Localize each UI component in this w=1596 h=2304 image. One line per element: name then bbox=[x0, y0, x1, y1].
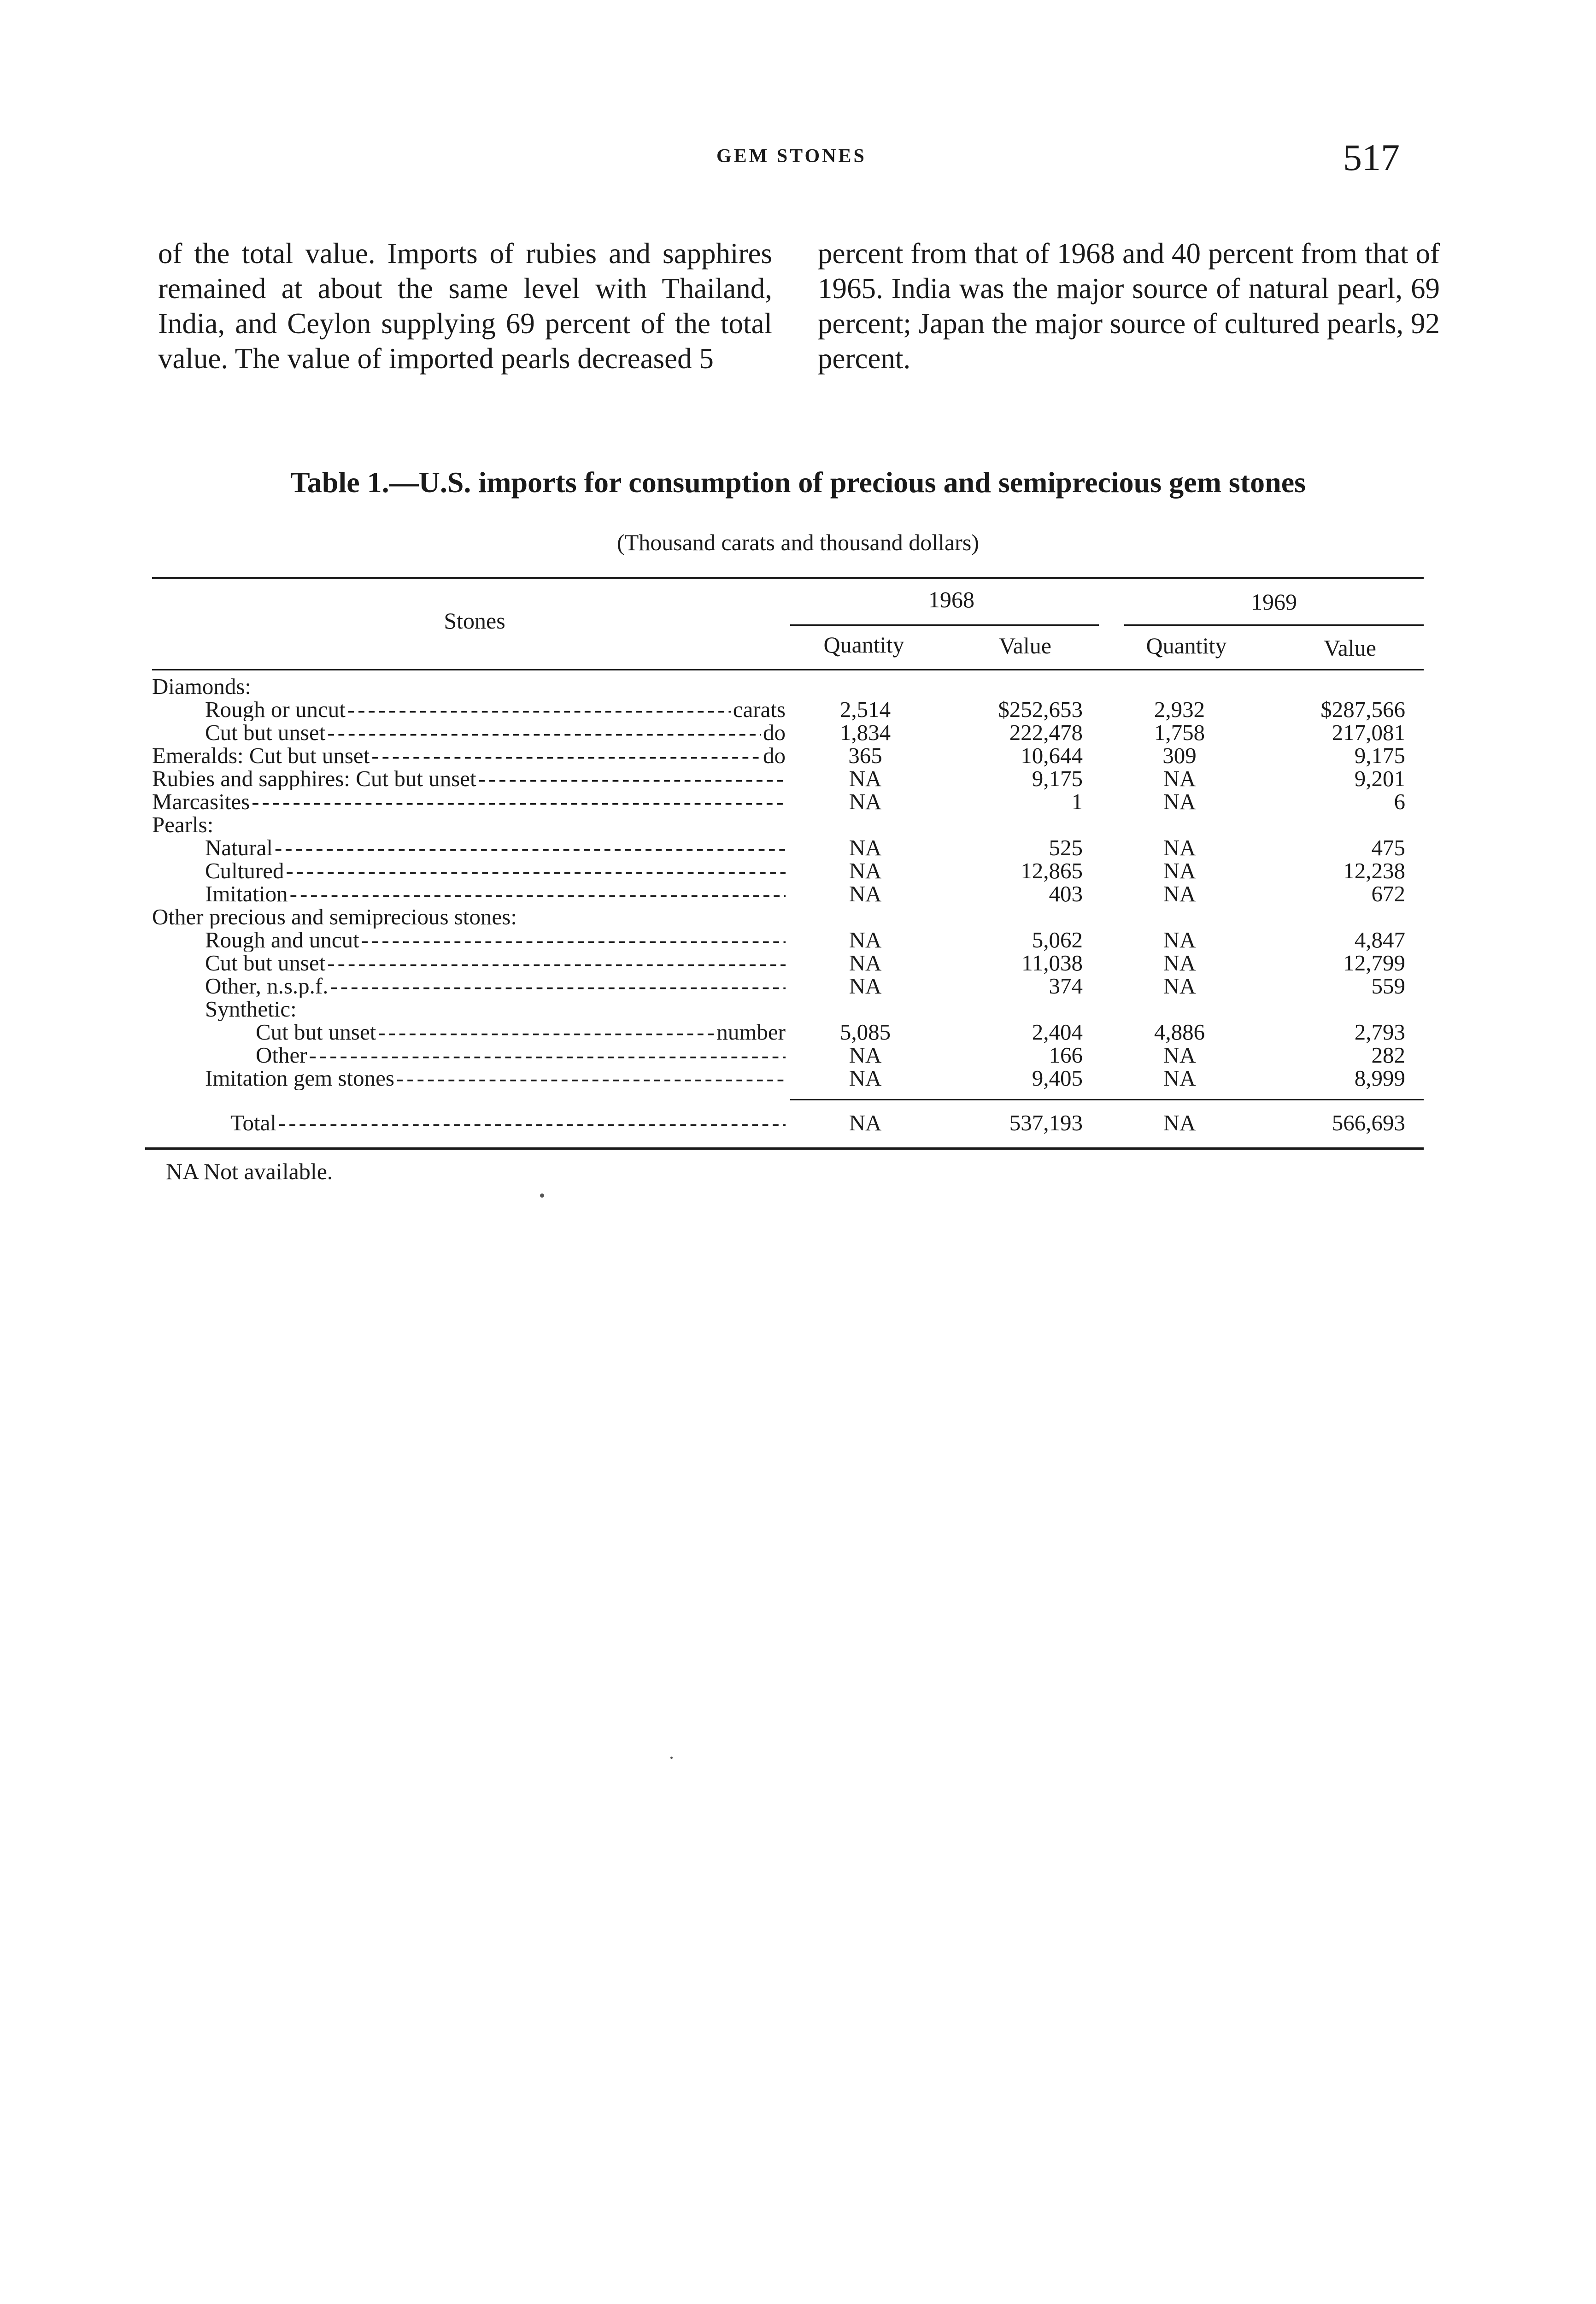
table-row bbox=[152, 721, 1424, 744]
table-title: Table 1.—U.S. imports for consumption of precious and semiprecious gem stones bbox=[290, 466, 1306, 499]
text-column-right: percent from that of 1968 and 40 percent from that of 1965. India was the major source of natural pearl, 69 percent; Japan the major source of cultured pearls, 92 percent. bbox=[818, 237, 1440, 375]
quantity-1969: NA bbox=[1163, 766, 1196, 791]
quantity-1968: NA bbox=[849, 1042, 882, 1068]
running-head: GEM STONES bbox=[716, 146, 867, 167]
table-subtitle: (Thousand carats and thousand dollars) bbox=[617, 529, 979, 555]
value-header-1969: Value bbox=[1324, 635, 1376, 661]
value-1968: 11,038 bbox=[1021, 950, 1083, 976]
quantity-header-1969: Quantity bbox=[1146, 633, 1227, 658]
table-bottom-rule bbox=[145, 1147, 1424, 1150]
value-1969: 9,201 bbox=[1354, 766, 1405, 791]
row-label: Imitation ----- bbox=[205, 882, 786, 905]
quantity-1969: 2,932 bbox=[1154, 697, 1205, 722]
value-1969: 217,081 bbox=[1332, 720, 1405, 745]
year-header-1969: 1969 bbox=[1251, 589, 1297, 615]
quantity-1968: 365 bbox=[848, 743, 882, 768]
table-row bbox=[152, 859, 1424, 882]
table-row bbox=[152, 952, 1424, 975]
value-1969: 282 bbox=[1371, 1042, 1405, 1068]
quantity-1968: NA bbox=[849, 973, 882, 999]
value-1968: 2,404 bbox=[1032, 1019, 1083, 1045]
total-rule bbox=[790, 1099, 1424, 1100]
value-1969: 2,793 bbox=[1354, 1019, 1405, 1045]
quantity-1969: NA bbox=[1163, 1042, 1196, 1068]
total-quantity-1969: NA bbox=[1163, 1110, 1196, 1135]
table-row bbox=[152, 744, 1424, 767]
row-label: Cultured ----- bbox=[205, 859, 786, 882]
table-row bbox=[152, 698, 1424, 721]
quantity-1968: NA bbox=[849, 927, 882, 952]
total-label: Total ----- bbox=[230, 1111, 786, 1134]
row-label: Rough or uncut ----- carats bbox=[205, 698, 786, 721]
value-1968: 525 bbox=[1049, 835, 1083, 860]
row-label: Imitation gem stones ----- bbox=[205, 1067, 786, 1090]
value-1969: $287,566 bbox=[1320, 697, 1405, 722]
table-row bbox=[152, 1044, 1424, 1067]
value-1968: 374 bbox=[1049, 973, 1083, 999]
quantity-1969: NA bbox=[1163, 789, 1196, 814]
value-1969: 475 bbox=[1371, 835, 1405, 860]
value-1968: 5,062 bbox=[1032, 927, 1083, 952]
year-header-1968: 1968 bbox=[928, 587, 974, 612]
total-quantity-1968: NA bbox=[849, 1110, 882, 1135]
quantity-1968: 2,514 bbox=[839, 697, 891, 722]
year-1968-rule bbox=[790, 624, 1099, 626]
value-1968: 1 bbox=[1071, 789, 1083, 814]
row-label: Other precious and semiprecious stones: bbox=[152, 905, 517, 929]
text-column-left: of the total value. Imports of rubies and sapphires remained at about the same level with Thailand, India, and Ceylon supplying 69 percent of the total value. The value of imported pearls decreased 5 bbox=[158, 237, 772, 375]
row-label: Rubies and sapphires: Cut but unset ----- bbox=[152, 767, 786, 790]
value-1969: 12,238 bbox=[1343, 858, 1405, 883]
quantity-1968: NA bbox=[849, 766, 882, 791]
table-row bbox=[152, 998, 1424, 1021]
row-label: Diamonds: bbox=[152, 675, 252, 698]
table-top-rule bbox=[152, 577, 1424, 579]
quantity-1968: NA bbox=[849, 858, 882, 883]
quantity-1969: 1,758 bbox=[1154, 720, 1205, 745]
value-1968: 403 bbox=[1049, 881, 1083, 906]
value-1968: $252,653 bbox=[998, 697, 1083, 722]
page-number: 517 bbox=[1343, 136, 1400, 178]
table-row bbox=[152, 905, 1424, 929]
quantity-1969: NA bbox=[1163, 973, 1196, 999]
header-bottom-rule bbox=[152, 669, 1424, 670]
row-label: Rough and uncut ----- bbox=[205, 929, 786, 952]
value-1968: 9,175 bbox=[1032, 766, 1083, 791]
quantity-1968: 1,834 bbox=[839, 720, 891, 745]
table-row bbox=[152, 790, 1424, 813]
row-label: Cut but unset ----- do bbox=[205, 721, 786, 744]
quantity-1968: NA bbox=[849, 881, 882, 906]
quantity-1969: NA bbox=[1163, 881, 1196, 906]
value-1969: 8,999 bbox=[1354, 1065, 1405, 1091]
quantity-1969: 309 bbox=[1162, 743, 1197, 768]
table-footnote: NA Not available. bbox=[166, 1158, 333, 1184]
value-header-1968: Value bbox=[999, 633, 1051, 658]
table-row bbox=[152, 675, 1424, 698]
value-1969: 9,175 bbox=[1354, 743, 1405, 768]
value-1968: 166 bbox=[1049, 1042, 1083, 1068]
table-row bbox=[152, 882, 1424, 905]
scan-speck bbox=[670, 1757, 673, 1759]
row-label: Cut but unset ----- bbox=[205, 952, 786, 975]
quantity-1968: NA bbox=[849, 1065, 882, 1091]
row-label: Emeralds: Cut but unset ----- do bbox=[152, 744, 786, 767]
row-label: Other ----- bbox=[256, 1044, 786, 1067]
quantity-1968: NA bbox=[849, 835, 882, 860]
quantity-1969: 4,886 bbox=[1154, 1019, 1205, 1045]
table-row bbox=[152, 836, 1424, 859]
row-label: Cut but unset ----- number bbox=[256, 1021, 786, 1044]
quantity-1968: NA bbox=[849, 789, 882, 814]
total-value-1968: 537,193 bbox=[1009, 1110, 1083, 1135]
table-row bbox=[152, 1067, 1424, 1090]
scan-speck bbox=[540, 1193, 544, 1198]
row-label: Pearls: bbox=[152, 813, 214, 836]
value-1969: 559 bbox=[1371, 973, 1405, 999]
year-1969-rule bbox=[1124, 624, 1424, 626]
row-label: Synthetic: bbox=[205, 998, 297, 1021]
value-1968: 9,405 bbox=[1032, 1065, 1083, 1091]
total-value-1969: 566,693 bbox=[1332, 1110, 1405, 1135]
value-1968: 10,644 bbox=[1021, 743, 1083, 768]
quantity-1969: NA bbox=[1163, 1065, 1196, 1091]
quantity-1969: NA bbox=[1163, 835, 1196, 860]
quantity-1968: NA bbox=[849, 950, 882, 976]
value-1969: 4,847 bbox=[1354, 927, 1405, 952]
row-label: Natural ----- bbox=[205, 836, 786, 859]
table-row bbox=[152, 813, 1424, 836]
quantity-1969: NA bbox=[1163, 858, 1196, 883]
table-row bbox=[152, 929, 1424, 952]
value-1969: 6 bbox=[1394, 789, 1405, 814]
value-1968: 12,865 bbox=[1021, 858, 1083, 883]
value-1969: 672 bbox=[1371, 881, 1405, 906]
quantity-header-1968: Quantity bbox=[823, 632, 904, 658]
stub-header: Stones bbox=[444, 608, 505, 634]
table-row bbox=[152, 1021, 1424, 1044]
value-1968: 222,478 bbox=[1009, 720, 1083, 745]
table-row bbox=[152, 767, 1424, 790]
table-row bbox=[152, 975, 1424, 998]
value-1969: 12,799 bbox=[1343, 950, 1405, 976]
row-label: Other, n.s.p.f. ----- bbox=[205, 975, 786, 998]
quantity-1968: 5,085 bbox=[839, 1019, 891, 1045]
row-label: Marcasites ----- bbox=[152, 790, 786, 813]
total-row bbox=[152, 1111, 1424, 1134]
quantity-1969: NA bbox=[1163, 927, 1196, 952]
quantity-1969: NA bbox=[1163, 950, 1196, 976]
